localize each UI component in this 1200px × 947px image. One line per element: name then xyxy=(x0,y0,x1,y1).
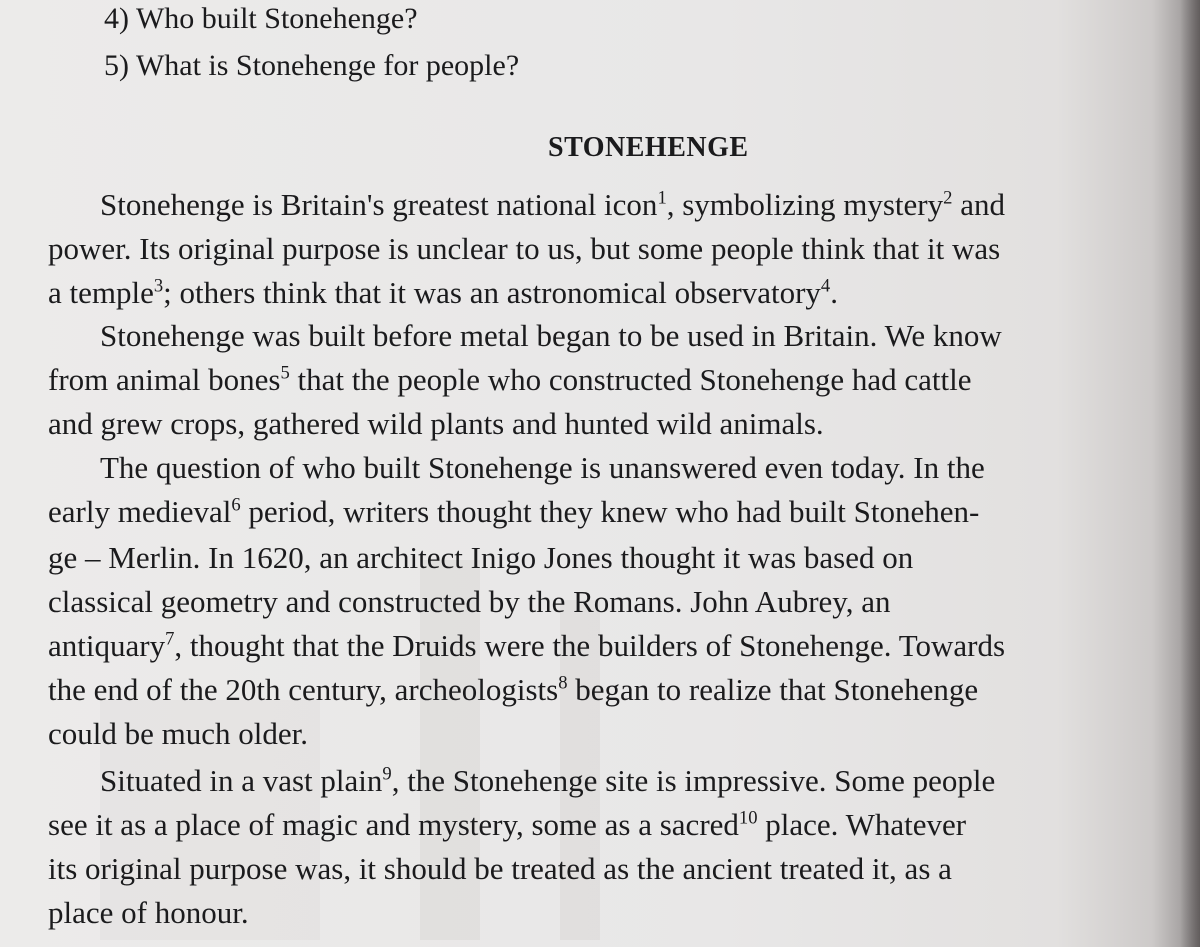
p3-line-5: antiquary$^7$, thought that the Druids were the builders of Stonehenge. Towards xyxy=(48,628,1006,663)
footnote-6: 6 xyxy=(231,494,241,516)
footnote-5: 5 xyxy=(280,362,290,384)
p4-line-3: its original purpose was, it should be treated as the ancient treated it, as a xyxy=(48,851,952,886)
p3-line-7: could be much older. xyxy=(48,716,308,751)
p2-line-1: Stonehenge was built before metal began to be used in Britain. We know xyxy=(100,318,1002,353)
footnote-9: 9 xyxy=(382,763,392,785)
p1-line-2: power. Its original purpose is unclear to us, but some people think that it was xyxy=(48,231,1001,266)
p3-line-4: classical geometry and constructed by the Romans. John Aubrey, an xyxy=(48,584,891,619)
p4-line-4: place of honour. xyxy=(48,895,249,930)
footnote-1: 1 xyxy=(657,187,667,209)
page-binding-shadow xyxy=(1180,0,1200,947)
footnote-4: 4 xyxy=(820,275,831,297)
p1-line-3: a temple$^3$; others think that it was an astronomical observatory$^4$. xyxy=(48,275,838,310)
p3-line-1: The question of who built Stonehenge is unanswered even today. In the xyxy=(100,450,985,485)
footnote-7: 7 xyxy=(165,628,175,650)
p3-line-6: the end of the 20th century, archeologists$^8$ began to realize that Stonehenge xyxy=(48,672,979,707)
footnote-8: 8 xyxy=(558,672,568,694)
question-4: 4) Who built Stonehenge? xyxy=(104,2,418,35)
p3-line-3: ge – Merlin. In 1620, an architect Inigo Jones thought it was based on xyxy=(48,540,914,575)
footnote-10: 10 xyxy=(738,807,758,829)
question-5: 5) What is Stonehenge for people? xyxy=(104,49,520,82)
p4-line-1: Situated in a vast plain$^9$, the Stonehenge site is impressive. Some people xyxy=(100,763,996,798)
p2-line-3: and grew crops, gathered wild plants and hunted wild animals. xyxy=(48,406,824,441)
footnote-2: 2 xyxy=(943,187,953,209)
footnote-3: 3 xyxy=(153,275,164,297)
p2-line-2: from animal bones$^5$ that the people who constructed Stonehenge had cattle xyxy=(48,362,972,397)
article-title: STONEHENGE xyxy=(548,132,749,163)
p4-line-2: see it as a place of magic and mystery, some as a sacred$^{10}$ place. Whatever xyxy=(48,807,967,842)
p1-line-1: Stonehenge is Britain's greatest national icon$^1$, symbolizing mystery$^2$ and xyxy=(100,187,1005,222)
p3-line-2: early medieval$^6$ period, writers thought they knew who had built Stonehen- xyxy=(48,494,980,529)
